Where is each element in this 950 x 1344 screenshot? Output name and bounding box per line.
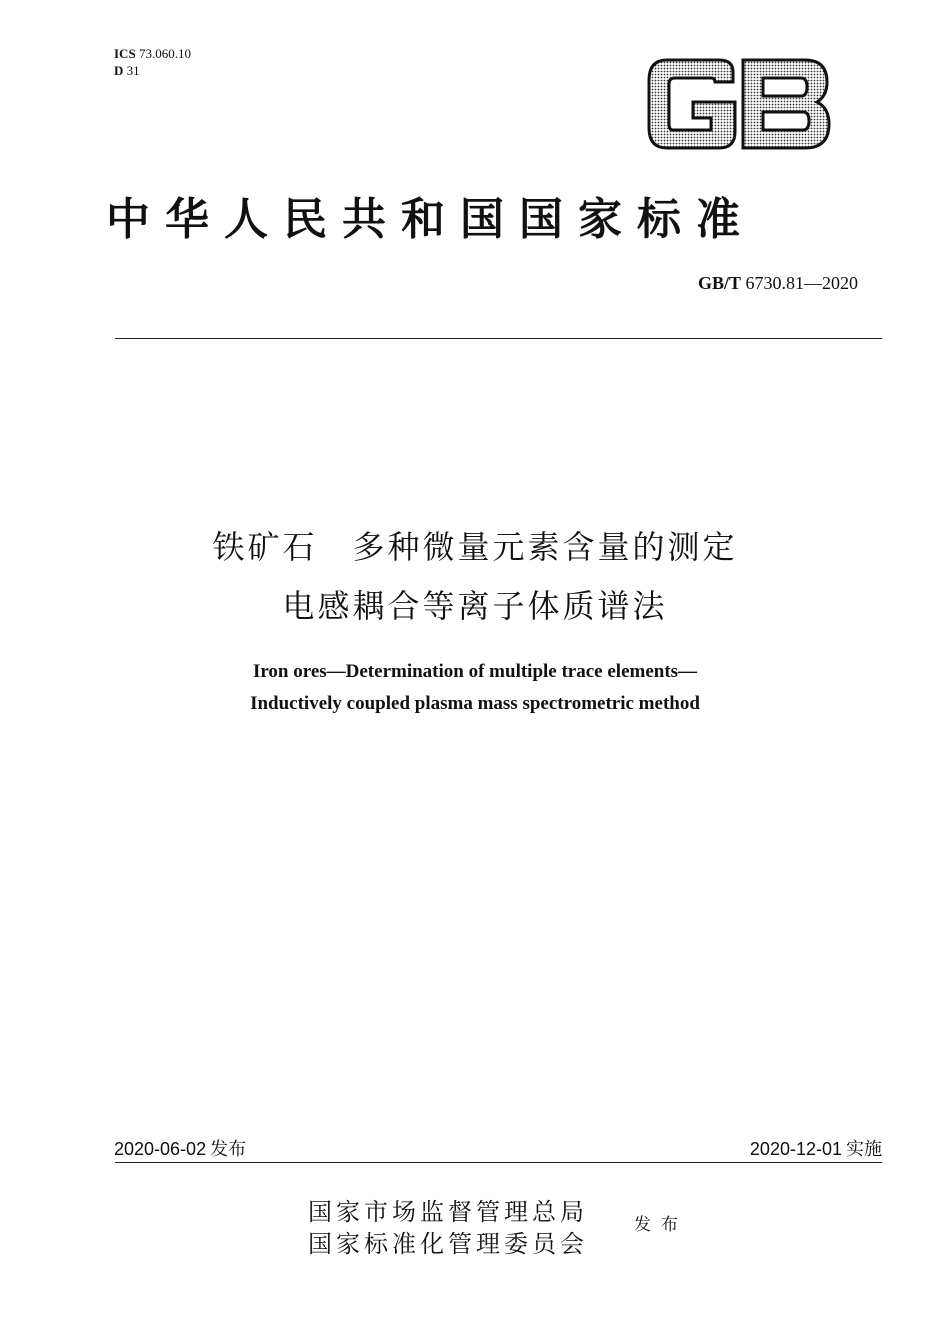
english-title-line-2: Inductively coupled plasma mass spectrometric method: [250, 693, 700, 714]
ics-line: [114, 45, 191, 62]
standard-code-prefix: GB/T: [697, 273, 741, 293]
ccs-label: D: [114, 63, 124, 78]
classification-codes: [114, 45, 191, 79]
issuer-line-2: 国家标准化管理委员会: [308, 1230, 588, 1258]
english-title-line-1: Iron ores—Determination of multiple trace elements—: [252, 661, 698, 682]
top-divider: [115, 338, 882, 339]
issue-date-label: 发布: [210, 1139, 247, 1160]
chinese-title-line-2: 电感耦合等离子体质谱法: [282, 587, 668, 625]
issue-date-value: 2020-06-02: [114, 1139, 207, 1159]
ics-value: 73.060.10: [138, 46, 191, 61]
implementation-date-label: 实施: [846, 1139, 882, 1160]
standard-type-heading: 中华人民共和国国家标准: [106, 194, 755, 245]
implementation-date-value: 2020-12-01: [749, 1139, 842, 1159]
issuer-action: 发布: [634, 1215, 688, 1235]
standard-code-number: 6730.81—2020: [745, 273, 858, 293]
bottom-divider: [115, 1162, 882, 1163]
ccs-line: [114, 62, 191, 79]
issuer-line-1: 国家市场监督管理总局: [308, 1198, 588, 1226]
ccs-value: 31: [126, 63, 140, 78]
standard-code: [698, 273, 858, 294]
ics-label: ICS: [114, 46, 136, 61]
gb-logo: [645, 58, 833, 150]
chinese-title-line-1: 铁矿石 多种微量元素含量的测定: [212, 528, 738, 566]
issue-date: [114, 1135, 246, 1161]
implementation-date: [750, 1135, 882, 1161]
